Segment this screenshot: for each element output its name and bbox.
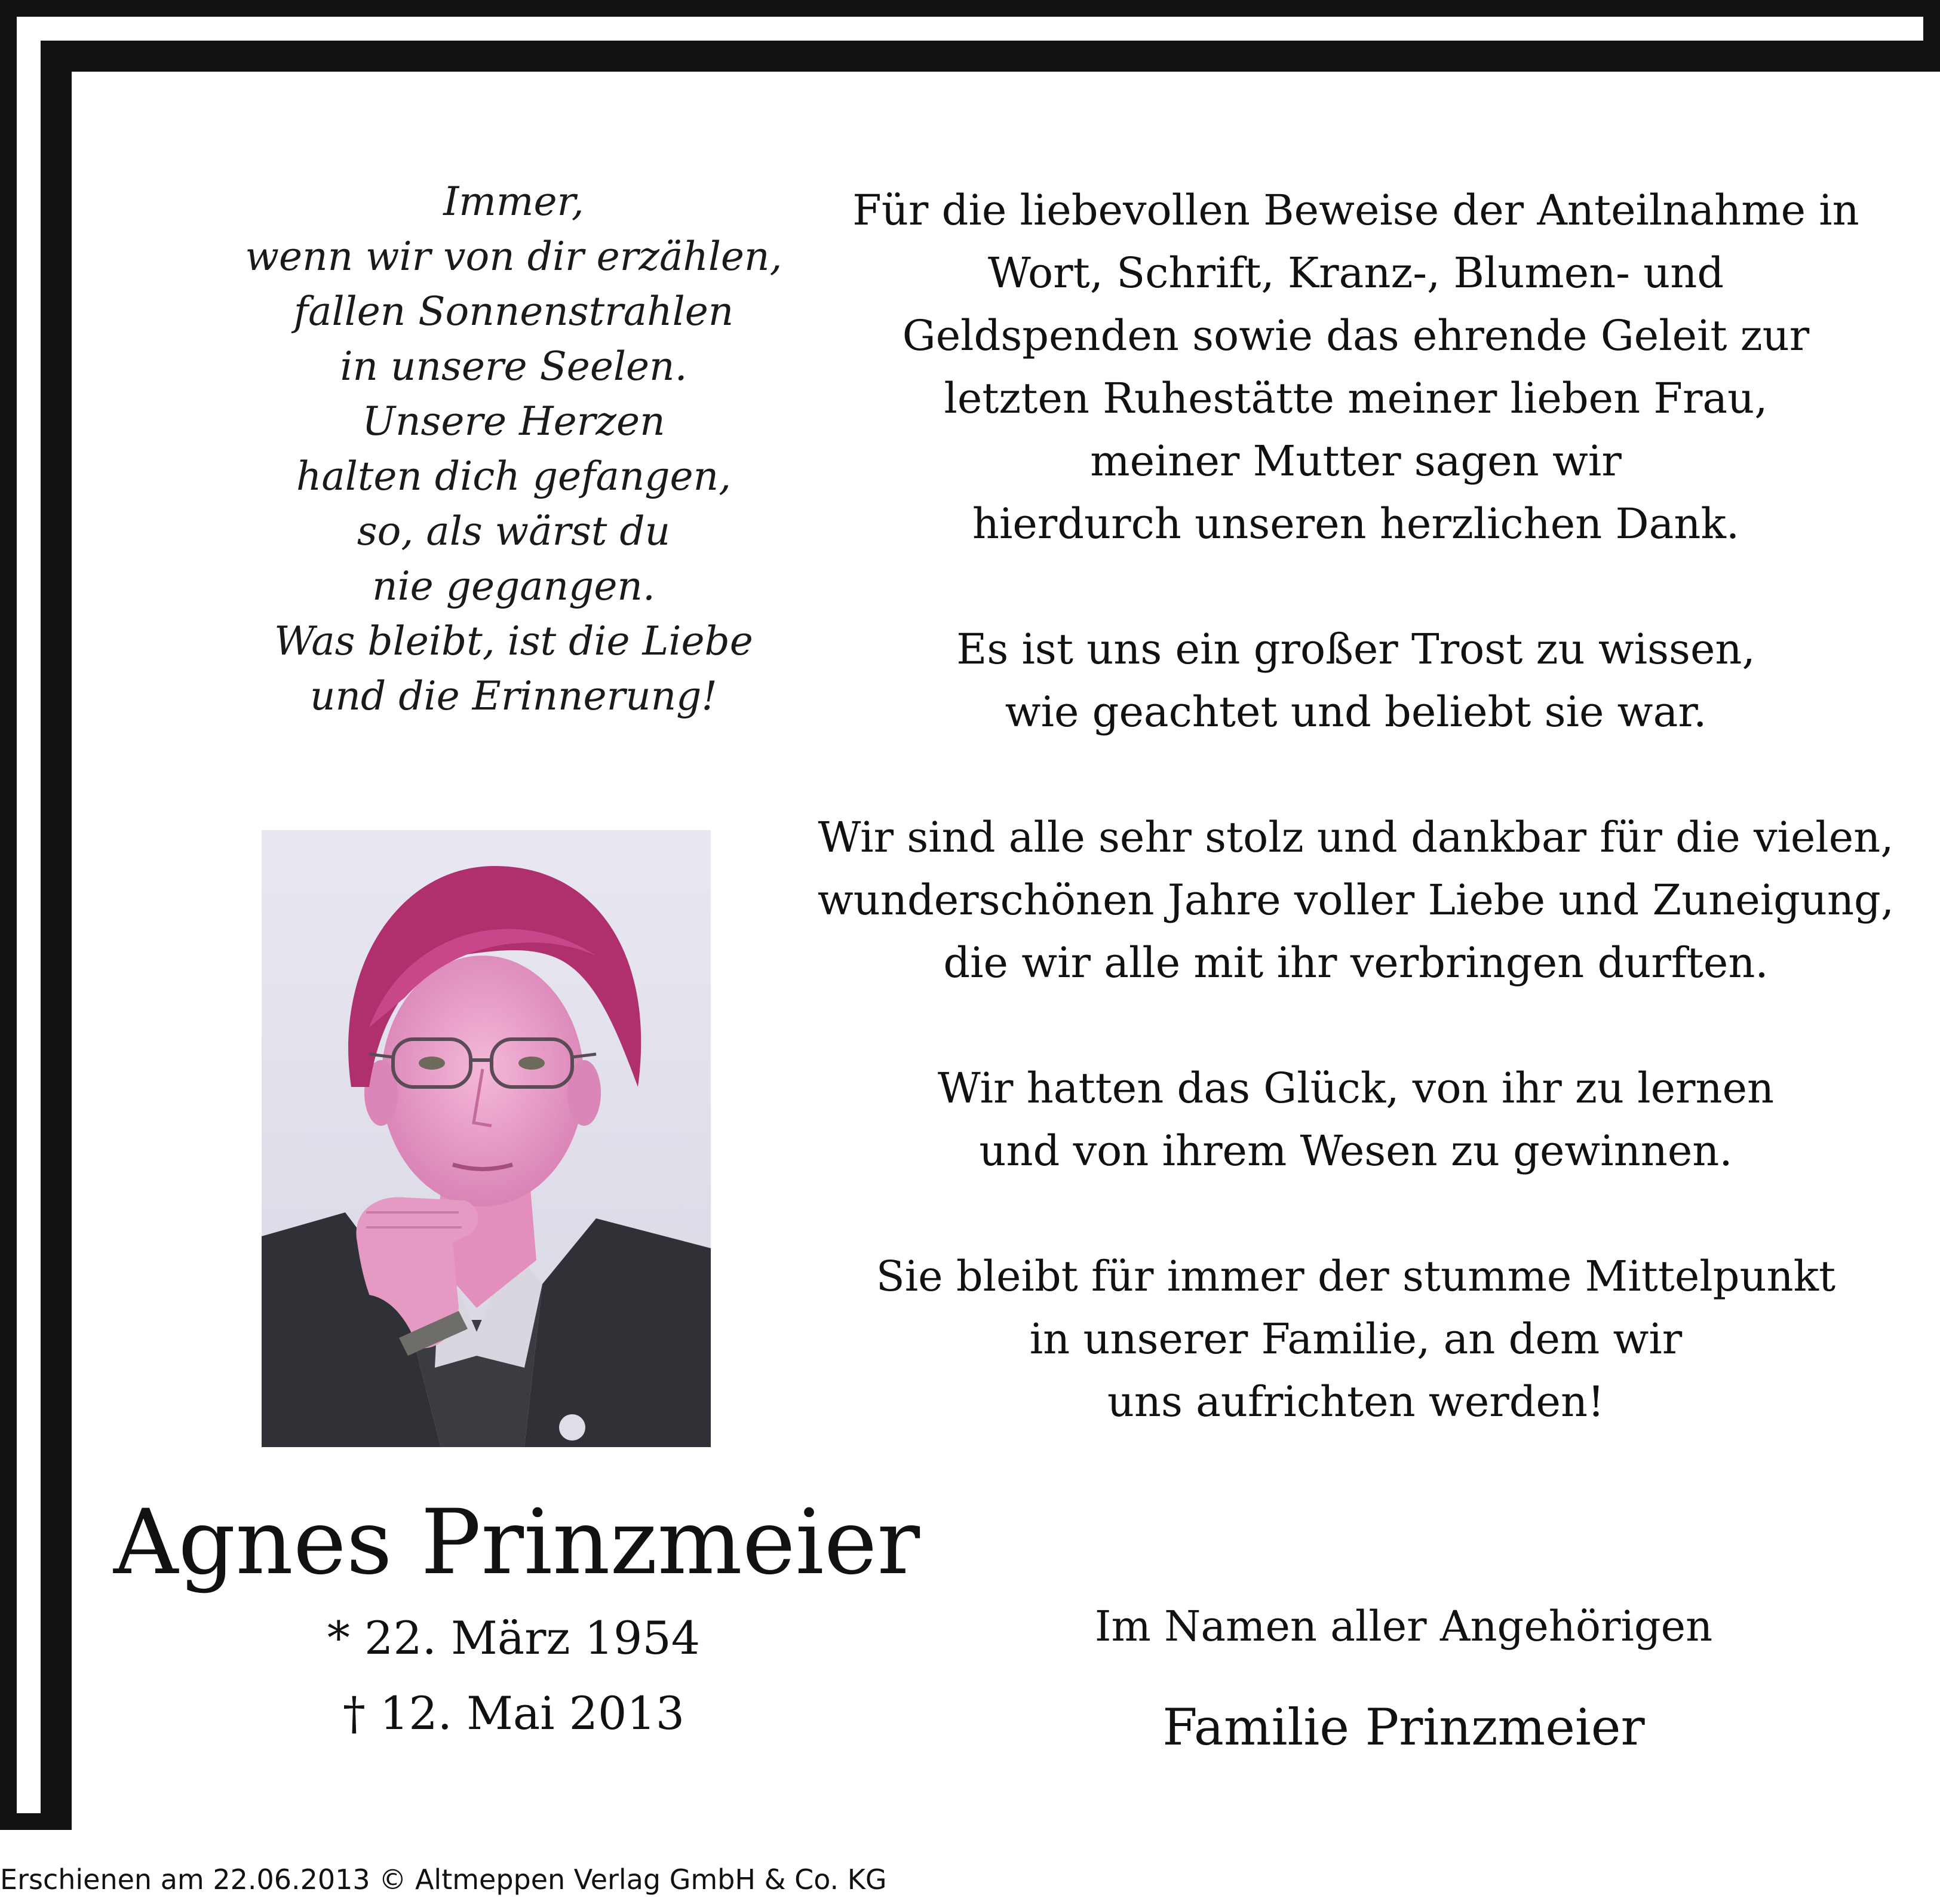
- message-paragraph: [794, 179, 1917, 555]
- message-line: Geldspenden sowie das ehrende Geleit zur: [902, 311, 1810, 360]
- message-line: letzten Ruhestätte meiner lieben Frau,: [944, 374, 1768, 423]
- message-line: meiner Mutter sagen wir: [1090, 437, 1622, 486]
- poem: [215, 174, 812, 724]
- poem-line: Was bleibt, ist die Liebe: [274, 618, 753, 664]
- death-date: † 12. Mai 2013: [342, 1687, 685, 1740]
- poem-line: so, als wärst du: [357, 508, 671, 554]
- signature-intro: Im Namen aller Angehörigen: [1094, 1602, 1713, 1651]
- message-line: Sie bleibt für immer der stumme Mittelpunkt: [876, 1252, 1836, 1301]
- message-line: hierdurch unseren herzlichen Dank.: [972, 499, 1740, 548]
- message-paragraph: [794, 1057, 1917, 1183]
- message-line: Wir sind alle sehr stolz und dankbar für die vielen,: [818, 813, 1894, 862]
- poem-line: halten dich gefangen,: [296, 453, 732, 499]
- message-line: Wort, Schrift, Kranz-, Blumen- und: [987, 248, 1724, 297]
- poem-line: und die Erinnerung!: [310, 673, 717, 719]
- message-line: in unserer Familie, an dem wir: [1029, 1315, 1683, 1363]
- message-line: und von ihrem Wesen zu gewinnen.: [979, 1126, 1733, 1175]
- birth-date: * 22. März 1954: [327, 1611, 701, 1665]
- frame-gap: [17, 17, 1923, 1813]
- obituary-content: [72, 72, 1940, 1839]
- deceased-name: Agnes Prinzmeier: [113, 1491, 920, 1595]
- poem-line: Immer,: [443, 179, 584, 225]
- message-paragraph: [794, 1245, 1917, 1433]
- message-paragraph: [794, 806, 1917, 994]
- message-line: Für die liebevollen Beweise der Anteilnahme in: [852, 186, 1859, 235]
- frame-inner-border: [41, 41, 1933, 1823]
- publication-footer: Erschienen am 22.06.2013 © Altmeppen Verlag GmbH & Co. KG: [0, 1863, 887, 1896]
- message-line: Es ist uns ein großer Trost zu wissen,: [956, 625, 1755, 674]
- message-line: uns aufrichten werden!: [1107, 1377, 1605, 1426]
- poem-line: fallen Sonnenstrahlen: [293, 288, 734, 334]
- message-line: die wir alle mit ihr verbringen durften.: [943, 938, 1769, 987]
- poem-line: nie gegangen.: [372, 563, 655, 609]
- poem-line: in unsere Seelen.: [340, 343, 687, 389]
- signature-family: Familie Prinzmeier: [1162, 1698, 1645, 1756]
- message-line: wunderschönen Jahre voller Liebe und Zuneigung,: [817, 876, 1895, 925]
- poem-line: wenn wir von dir erzählen,: [245, 234, 782, 280]
- message-line: Wir hatten das Glück, von ihr zu lernen: [937, 1064, 1775, 1113]
- portrait-photo: [262, 830, 711, 1447]
- poem-line: Unsere Herzen: [362, 398, 665, 444]
- message-line: wie geachtet und beliebt sie war.: [1005, 687, 1707, 736]
- thank-you-message: [794, 179, 1917, 1496]
- message-paragraph: [794, 618, 1917, 744]
- life-dates: [215, 1601, 812, 1751]
- portrait-illustration: [262, 830, 711, 1447]
